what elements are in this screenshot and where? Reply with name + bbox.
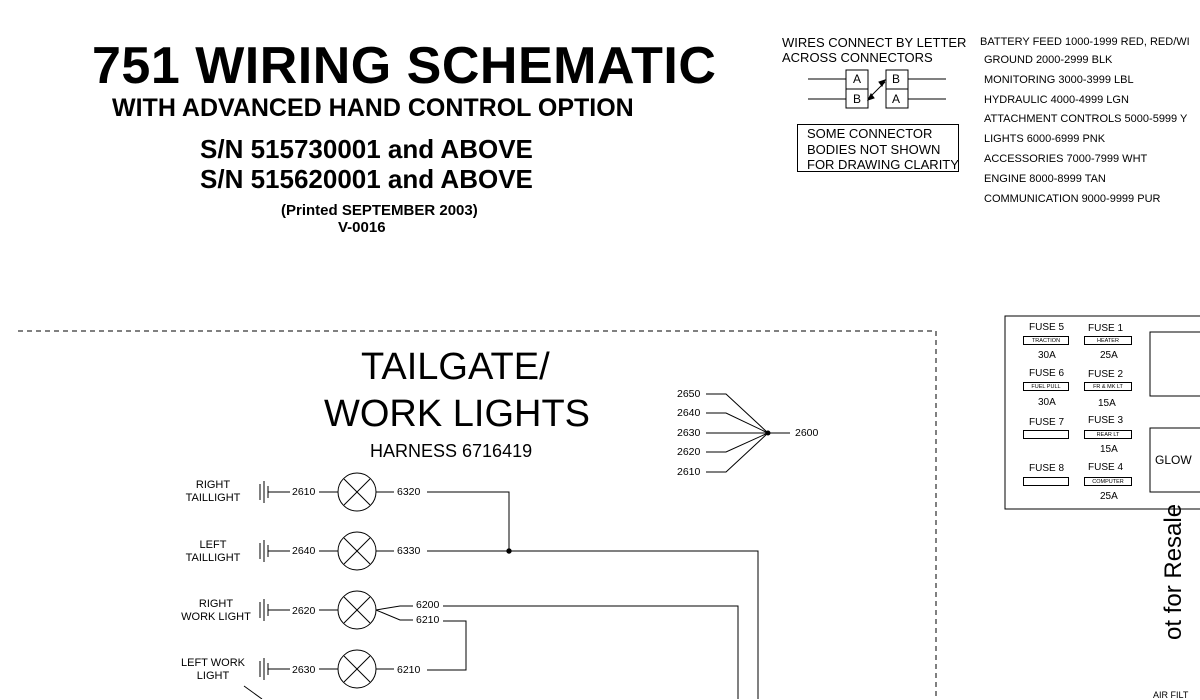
light-right-taillight: [260, 473, 509, 551]
wire-label-2620: 2620: [292, 605, 316, 617]
section-boundary: [18, 331, 936, 699]
wire-label-6200: 6200: [416, 599, 440, 611]
splice-input-2610: 2610: [677, 466, 701, 478]
fuse-3-rating: 15A: [1100, 444, 1118, 455]
fuse-panel: [1005, 316, 1200, 509]
wire-label-6330: 6330: [397, 545, 421, 557]
air-filter-label: AIR FILT: [1153, 690, 1189, 700]
fuse-6-rating: 30A: [1038, 397, 1056, 408]
light-label-line: LIGHT: [196, 670, 230, 682]
splice-2600: [706, 394, 790, 472]
color-code-engine: ENGINE 8000-8999 TAN: [984, 173, 1106, 185]
legend-title-line-2: ACROSS CONNECTORS: [782, 50, 933, 65]
page-subtitle: WITH ADVANCED HAND CONTROL OPTION: [112, 94, 634, 122]
fuse-4-rating: 25A: [1100, 491, 1118, 502]
page-title: 751 WIRING SCHEMATIC: [92, 37, 717, 95]
light-label-line: LEFT: [199, 539, 227, 551]
light-label-line: TAILLIGHT: [185, 492, 241, 504]
fuse-4-tag: COMPUTER: [1084, 477, 1132, 486]
legend-right-letter-a: A: [892, 92, 901, 106]
light-label-line: RIGHT: [198, 598, 234, 610]
light-label-line: WORK LIGHT: [181, 611, 251, 623]
fuse-3-tag: REAR LT: [1084, 430, 1132, 439]
legend-left-letter-b: B: [853, 92, 862, 106]
color-code-accessories: ACCESSORIES 7000-7999 WHT: [984, 153, 1148, 165]
serial-range-2: S/N 515620001 and ABOVE: [200, 164, 533, 194]
color-code-monitoring: MONITORING 3000-3999 LBL: [984, 74, 1134, 86]
glow-relay-label: GLOW: [1155, 453, 1192, 467]
fuse-1-tag: HEATER: [1084, 336, 1132, 345]
fuse-4-label: FUSE 4: [1088, 462, 1124, 473]
fuse-5-label: FUSE 5: [1029, 322, 1065, 333]
fuse-1-label: FUSE 1: [1088, 323, 1124, 334]
fuse-8-label: FUSE 8: [1029, 463, 1065, 474]
light-label-line: RIGHT: [195, 479, 231, 491]
fuse-2-rating: 15A: [1098, 398, 1116, 409]
light-left-work-light: [244, 650, 394, 699]
light-left-taillight: [260, 532, 758, 699]
fuse-1-rating: 25A: [1100, 350, 1118, 361]
fuse-6-tag: FUEL PULL: [1023, 382, 1069, 391]
fuse-5-tag: TRACTION: [1023, 336, 1069, 345]
not-for-resale-watermark: ot for Resale: [1160, 503, 1187, 640]
connector-legend-drawing: [808, 70, 946, 108]
section-title-line-2: WORK LIGHTS: [324, 393, 591, 435]
splice-input-2640: 2640: [677, 407, 701, 419]
splice-output-2600: 2600: [795, 427, 819, 439]
fuse-3-label: FUSE 3: [1088, 415, 1124, 426]
fuse-7-label: FUSE 7: [1029, 417, 1065, 428]
splice-input-2620: 2620: [677, 446, 701, 458]
wire-label-6210-b: 6210: [397, 664, 421, 676]
legend-title-line-1: WIRES CONNECT BY LETTER: [782, 35, 967, 50]
wire-label-2630: 2630: [292, 664, 316, 676]
fuse-2-label: FUSE 2: [1088, 369, 1124, 380]
legend-left-letter-a: A: [853, 72, 862, 86]
light-right-work-light: [260, 591, 738, 699]
note-line-3: FOR DRAWING CLARITY: [807, 157, 959, 172]
color-code-hydraulic: HYDRAULIC 4000-4999 LGN: [984, 94, 1129, 106]
print-date: (Printed SEPTEMBER 2003): [281, 202, 478, 219]
color-code-attachment: ATTACHMENT CONTROLS 5000-5999 Y: [984, 113, 1188, 125]
wire-label-2610: 2610: [292, 486, 316, 498]
light-label-line: TAILLIGHT: [185, 552, 241, 564]
splice-input-2630: 2630: [677, 427, 701, 439]
color-code-ground: GROUND 2000-2999 BLK: [984, 54, 1113, 66]
wire-label-6320: 6320: [397, 486, 421, 498]
note-line-2: BODIES NOT SHOWN: [807, 141, 941, 157]
light-label-line: LEFT WORK: [181, 657, 245, 669]
section-title-line-1: TAILGATE/: [361, 346, 550, 388]
wire-label-6210-a: 6210: [416, 614, 440, 626]
harness-number: HARNESS 6716419: [370, 441, 533, 461]
legend-right-letter-b: B: [892, 72, 901, 86]
serial-range-1: S/N 515730001 and ABOVE: [200, 134, 533, 164]
fuse-6-label: FUSE 6: [1029, 368, 1065, 379]
splice-input-2650: 2650: [677, 388, 701, 400]
version-code: V-0016: [338, 219, 386, 236]
fuse-5-rating: 30A: [1038, 350, 1056, 361]
color-code-battery: BATTERY FEED 1000-1999 RED, RED/WI: [980, 36, 1190, 48]
wire-label-2640: 2640: [292, 545, 316, 557]
note-line-1: SOME CONNECTOR: [807, 126, 933, 141]
fuse-2-tag: FR & MK LT: [1084, 382, 1132, 391]
color-code-lights: LIGHTS 6000-6999 PNK: [984, 133, 1106, 145]
color-code-communication: COMMUNICATION 9000-9999 PUR: [984, 193, 1161, 205]
